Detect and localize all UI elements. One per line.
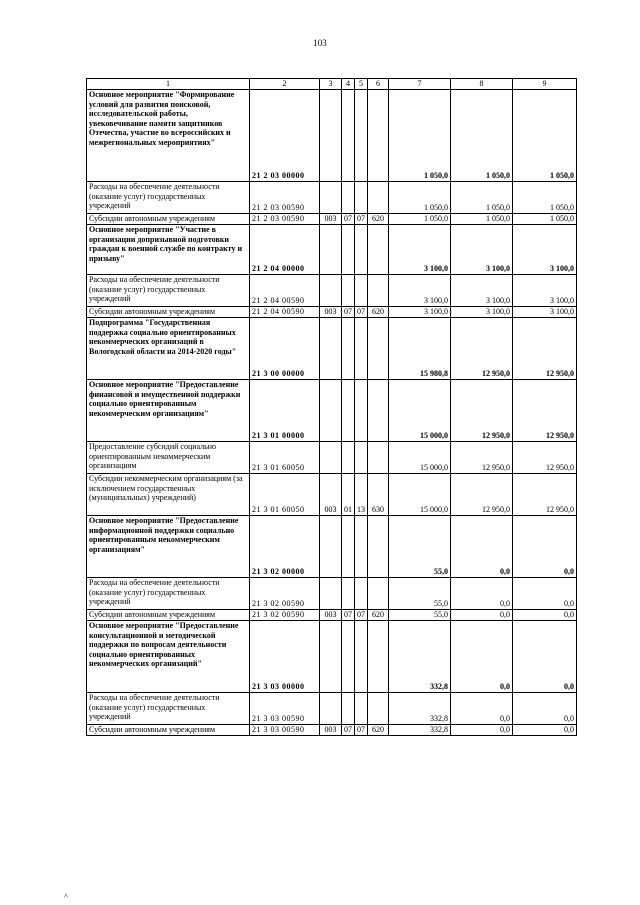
row-name: Расходы на обеспечение деятельности (оказание услуг) государственных учреждений xyxy=(87,182,250,214)
row-admin-code xyxy=(320,516,342,578)
table-row xyxy=(87,610,577,621)
row-admin-code: 003 xyxy=(320,214,342,225)
header-cell: 6 xyxy=(368,79,389,90)
table-row xyxy=(87,182,577,214)
row-subsection: 13 xyxy=(355,474,368,516)
row-amount-col8: 0,0 xyxy=(451,578,513,610)
table-row xyxy=(87,474,577,516)
row-subsection xyxy=(355,90,368,182)
row-code: 21 3 01 60050 xyxy=(250,442,320,474)
row-amount-col9: 0,0 xyxy=(513,610,577,621)
row-amount-col9: 12 950,0 xyxy=(513,442,577,474)
row-admin-code xyxy=(320,182,342,214)
row-amount-col9: 0,0 xyxy=(513,725,577,736)
row-code: 21 3 02 00000 xyxy=(250,516,320,578)
row-amount-col7: 55,0 xyxy=(389,516,451,578)
row-code: 21 2 03 00590 xyxy=(250,214,320,225)
row-expense-type: 620 xyxy=(368,307,389,318)
row-subsection xyxy=(355,578,368,610)
row-section xyxy=(342,516,355,578)
header-cell: 7 xyxy=(389,79,451,90)
row-section xyxy=(342,182,355,214)
row-expense-type xyxy=(368,318,389,380)
row-name: Основное мероприятие "Предоставление финансовой и имущественной поддержки социально ориентированным некоммерческим организациям" xyxy=(87,380,250,442)
row-code: 21 3 03 00590 xyxy=(250,693,320,725)
row-amount-col8: 12 950,0 xyxy=(451,474,513,516)
row-amount-col9: 12 950,0 xyxy=(513,380,577,442)
table-row xyxy=(87,380,577,442)
row-amount-col9: 12 950,0 xyxy=(513,318,577,380)
row-section xyxy=(342,225,355,275)
row-amount-col8: 12 950,0 xyxy=(451,442,513,474)
row-section xyxy=(342,621,355,693)
row-amount-col8: 0,0 xyxy=(451,725,513,736)
table-row xyxy=(87,621,577,693)
row-amount-col7: 1 050,0 xyxy=(389,90,451,182)
row-amount-col9: 0,0 xyxy=(513,693,577,725)
row-expense-type xyxy=(368,693,389,725)
row-section xyxy=(342,275,355,307)
row-section: 07 xyxy=(342,214,355,225)
row-expense-type: 620 xyxy=(368,610,389,621)
row-name: Субсидии автономным учреждениям xyxy=(87,307,250,318)
footer-mark: ^ xyxy=(64,892,68,901)
row-section xyxy=(342,90,355,182)
row-amount-col7: 15 000,0 xyxy=(389,442,451,474)
table-row xyxy=(87,693,577,725)
row-expense-type xyxy=(368,578,389,610)
header-cell: 1 xyxy=(87,79,250,90)
table-row xyxy=(87,214,577,225)
row-expense-type: 630 xyxy=(368,474,389,516)
row-subsection xyxy=(355,621,368,693)
row-expense-type: 620 xyxy=(368,214,389,225)
row-name: Расходы на обеспечение деятельности (оказание услуг) государственных учреждений xyxy=(87,578,250,610)
row-amount-col7: 1 050,0 xyxy=(389,182,451,214)
row-amount-col7: 55,0 xyxy=(389,610,451,621)
row-amount-col8: 0,0 xyxy=(451,610,513,621)
row-expense-type xyxy=(368,275,389,307)
row-code: 21 3 01 60050 xyxy=(250,474,320,516)
header-cell: 5 xyxy=(355,79,368,90)
row-code: 21 2 04 00000 xyxy=(250,225,320,275)
row-section xyxy=(342,318,355,380)
row-expense-type xyxy=(368,442,389,474)
row-amount-col7: 15 980,8 xyxy=(389,318,451,380)
row-code: 21 3 01 00000 xyxy=(250,380,320,442)
row-admin-code xyxy=(320,380,342,442)
row-name: Основное мероприятие "Предоставление консультационной и методической поддержки по вопросам деятельности социально ориентированных некоммерческих организаций" xyxy=(87,621,250,693)
row-amount-col9: 1 050,0 xyxy=(513,182,577,214)
row-section xyxy=(342,578,355,610)
row-name: Расходы на обеспечение деятельности (оказание услуг) государственных учреждений xyxy=(87,693,250,725)
row-expense-type xyxy=(368,90,389,182)
page-number: 103 xyxy=(313,38,327,48)
row-amount-col8: 3 100,0 xyxy=(451,275,513,307)
row-expense-type: 620 xyxy=(368,725,389,736)
row-subsection: 07 xyxy=(355,307,368,318)
row-admin-code: 003 xyxy=(320,474,342,516)
row-name: Основное мероприятие "Формирование условий для развития поисковой, исследовательской работы, увековечивание памяти защитников Отечества, участие во всероссийских и межрегиональных мероприятиях" xyxy=(87,90,250,182)
row-name: Субсидии автономным учреждениям xyxy=(87,214,250,225)
row-code: 21 2 04 00590 xyxy=(250,275,320,307)
table-row xyxy=(87,442,577,474)
header-cell: 4 xyxy=(342,79,355,90)
row-expense-type xyxy=(368,380,389,442)
table-row xyxy=(87,725,577,736)
row-name: Расходы на обеспечение деятельности (оказание услуг) государственных учреждений xyxy=(87,275,250,307)
row-amount-col7: 332,8 xyxy=(389,725,451,736)
table-row xyxy=(87,307,577,318)
row-amount-col9: 3 100,0 xyxy=(513,307,577,318)
row-amount-col8: 12 950,0 xyxy=(451,380,513,442)
row-section: 07 xyxy=(342,610,355,621)
row-expense-type xyxy=(368,516,389,578)
row-code: 21 3 02 00590 xyxy=(250,578,320,610)
row-name: Основное мероприятие "Участие в организации допризывной подготовки граждан к военной службе по контракту и призыву" xyxy=(87,225,250,275)
row-admin-code xyxy=(320,621,342,693)
row-subsection xyxy=(355,318,368,380)
row-amount-col7: 332,8 xyxy=(389,693,451,725)
header-cell: 8 xyxy=(451,79,513,90)
row-section: 07 xyxy=(342,307,355,318)
row-expense-type xyxy=(368,621,389,693)
row-expense-type xyxy=(368,225,389,275)
row-code: 21 2 04 00590 xyxy=(250,307,320,318)
row-amount-col9: 0,0 xyxy=(513,621,577,693)
row-admin-code xyxy=(320,578,342,610)
table-header-row xyxy=(87,79,577,90)
row-amount-col8: 1 050,0 xyxy=(451,214,513,225)
row-name: Субсидии некоммерческим организациям (за исключением государственных (муниципальных) учреждений) xyxy=(87,474,250,516)
row-amount-col9: 1 050,0 xyxy=(513,90,577,182)
row-amount-col9: 1 050,0 xyxy=(513,214,577,225)
row-amount-col9: 0,0 xyxy=(513,578,577,610)
row-code: 21 3 00 00000 xyxy=(250,318,320,380)
row-amount-col8: 1 050,0 xyxy=(451,90,513,182)
row-amount-col7: 3 100,0 xyxy=(389,307,451,318)
row-amount-col9: 0,0 xyxy=(513,516,577,578)
row-admin-code: 003 xyxy=(320,610,342,621)
row-subsection xyxy=(355,380,368,442)
row-section: 01 xyxy=(342,474,355,516)
header-cell: 9 xyxy=(513,79,577,90)
row-subsection xyxy=(355,275,368,307)
row-expense-type xyxy=(368,182,389,214)
row-section xyxy=(342,380,355,442)
row-amount-col9: 3 100,0 xyxy=(513,225,577,275)
row-amount-col8: 1 050,0 xyxy=(451,182,513,214)
row-amount-col7: 55,0 xyxy=(389,578,451,610)
row-admin-code xyxy=(320,90,342,182)
row-amount-col7: 332,8 xyxy=(389,621,451,693)
row-subsection xyxy=(355,225,368,275)
table-row xyxy=(87,275,577,307)
row-name: Предоставление субсидий социально ориентированным некоммерческим организациям xyxy=(87,442,250,474)
row-code: 21 2 03 00590 xyxy=(250,182,320,214)
row-amount-col8: 12 950,0 xyxy=(451,318,513,380)
row-amount-col7: 3 100,0 xyxy=(389,225,451,275)
header-cell: 2 xyxy=(250,79,320,90)
row-code: 21 3 03 00000 xyxy=(250,621,320,693)
row-amount-col8: 0,0 xyxy=(451,693,513,725)
row-section: 07 xyxy=(342,725,355,736)
row-amount-col9: 12 950,0 xyxy=(513,474,577,516)
row-name: Субсидии автономным учреждениям xyxy=(87,610,250,621)
row-subsection: 07 xyxy=(355,725,368,736)
row-amount-col7: 3 100,0 xyxy=(389,275,451,307)
row-code: 21 3 02 00590 xyxy=(250,610,320,621)
row-amount-col8: 3 100,0 xyxy=(451,307,513,318)
row-subsection: 07 xyxy=(355,610,368,621)
row-amount-col8: 3 100,0 xyxy=(451,225,513,275)
row-amount-col7: 15 000,0 xyxy=(389,474,451,516)
row-admin-code: 003 xyxy=(320,307,342,318)
row-admin-code xyxy=(320,318,342,380)
table-row xyxy=(87,225,577,275)
table-row xyxy=(87,90,577,182)
row-code: 21 2 03 00000 xyxy=(250,90,320,182)
row-amount-col7: 15 000,0 xyxy=(389,380,451,442)
table-row xyxy=(87,578,577,610)
row-admin-code xyxy=(320,225,342,275)
row-subsection xyxy=(355,693,368,725)
row-subsection: 07 xyxy=(355,214,368,225)
budget-table xyxy=(86,78,577,736)
table-row xyxy=(87,516,577,578)
row-admin-code xyxy=(320,442,342,474)
row-amount-col8: 0,0 xyxy=(451,621,513,693)
row-admin-code: 003 xyxy=(320,725,342,736)
row-code: 21 3 03 00590 xyxy=(250,725,320,736)
row-amount-col8: 0,0 xyxy=(451,516,513,578)
row-amount-col9: 3 100,0 xyxy=(513,275,577,307)
row-section xyxy=(342,442,355,474)
row-subsection xyxy=(355,442,368,474)
row-name: Субсидии автономным учреждениям xyxy=(87,725,250,736)
table-row xyxy=(87,318,577,380)
row-admin-code xyxy=(320,275,342,307)
header-cell: 3 xyxy=(320,79,342,90)
row-subsection xyxy=(355,182,368,214)
row-admin-code xyxy=(320,693,342,725)
row-name: Подпрограмма "Государственная поддержка социально ориентированных некоммерческих организаций в Вологодской области на 2014-2020 годы" xyxy=(87,318,250,380)
row-name: Основное мероприятие "Предоставление информационной поддержки социально ориентированным некоммерческим организациям" xyxy=(87,516,250,578)
row-section xyxy=(342,693,355,725)
row-subsection xyxy=(355,516,368,578)
row-amount-col7: 1 050,0 xyxy=(389,214,451,225)
